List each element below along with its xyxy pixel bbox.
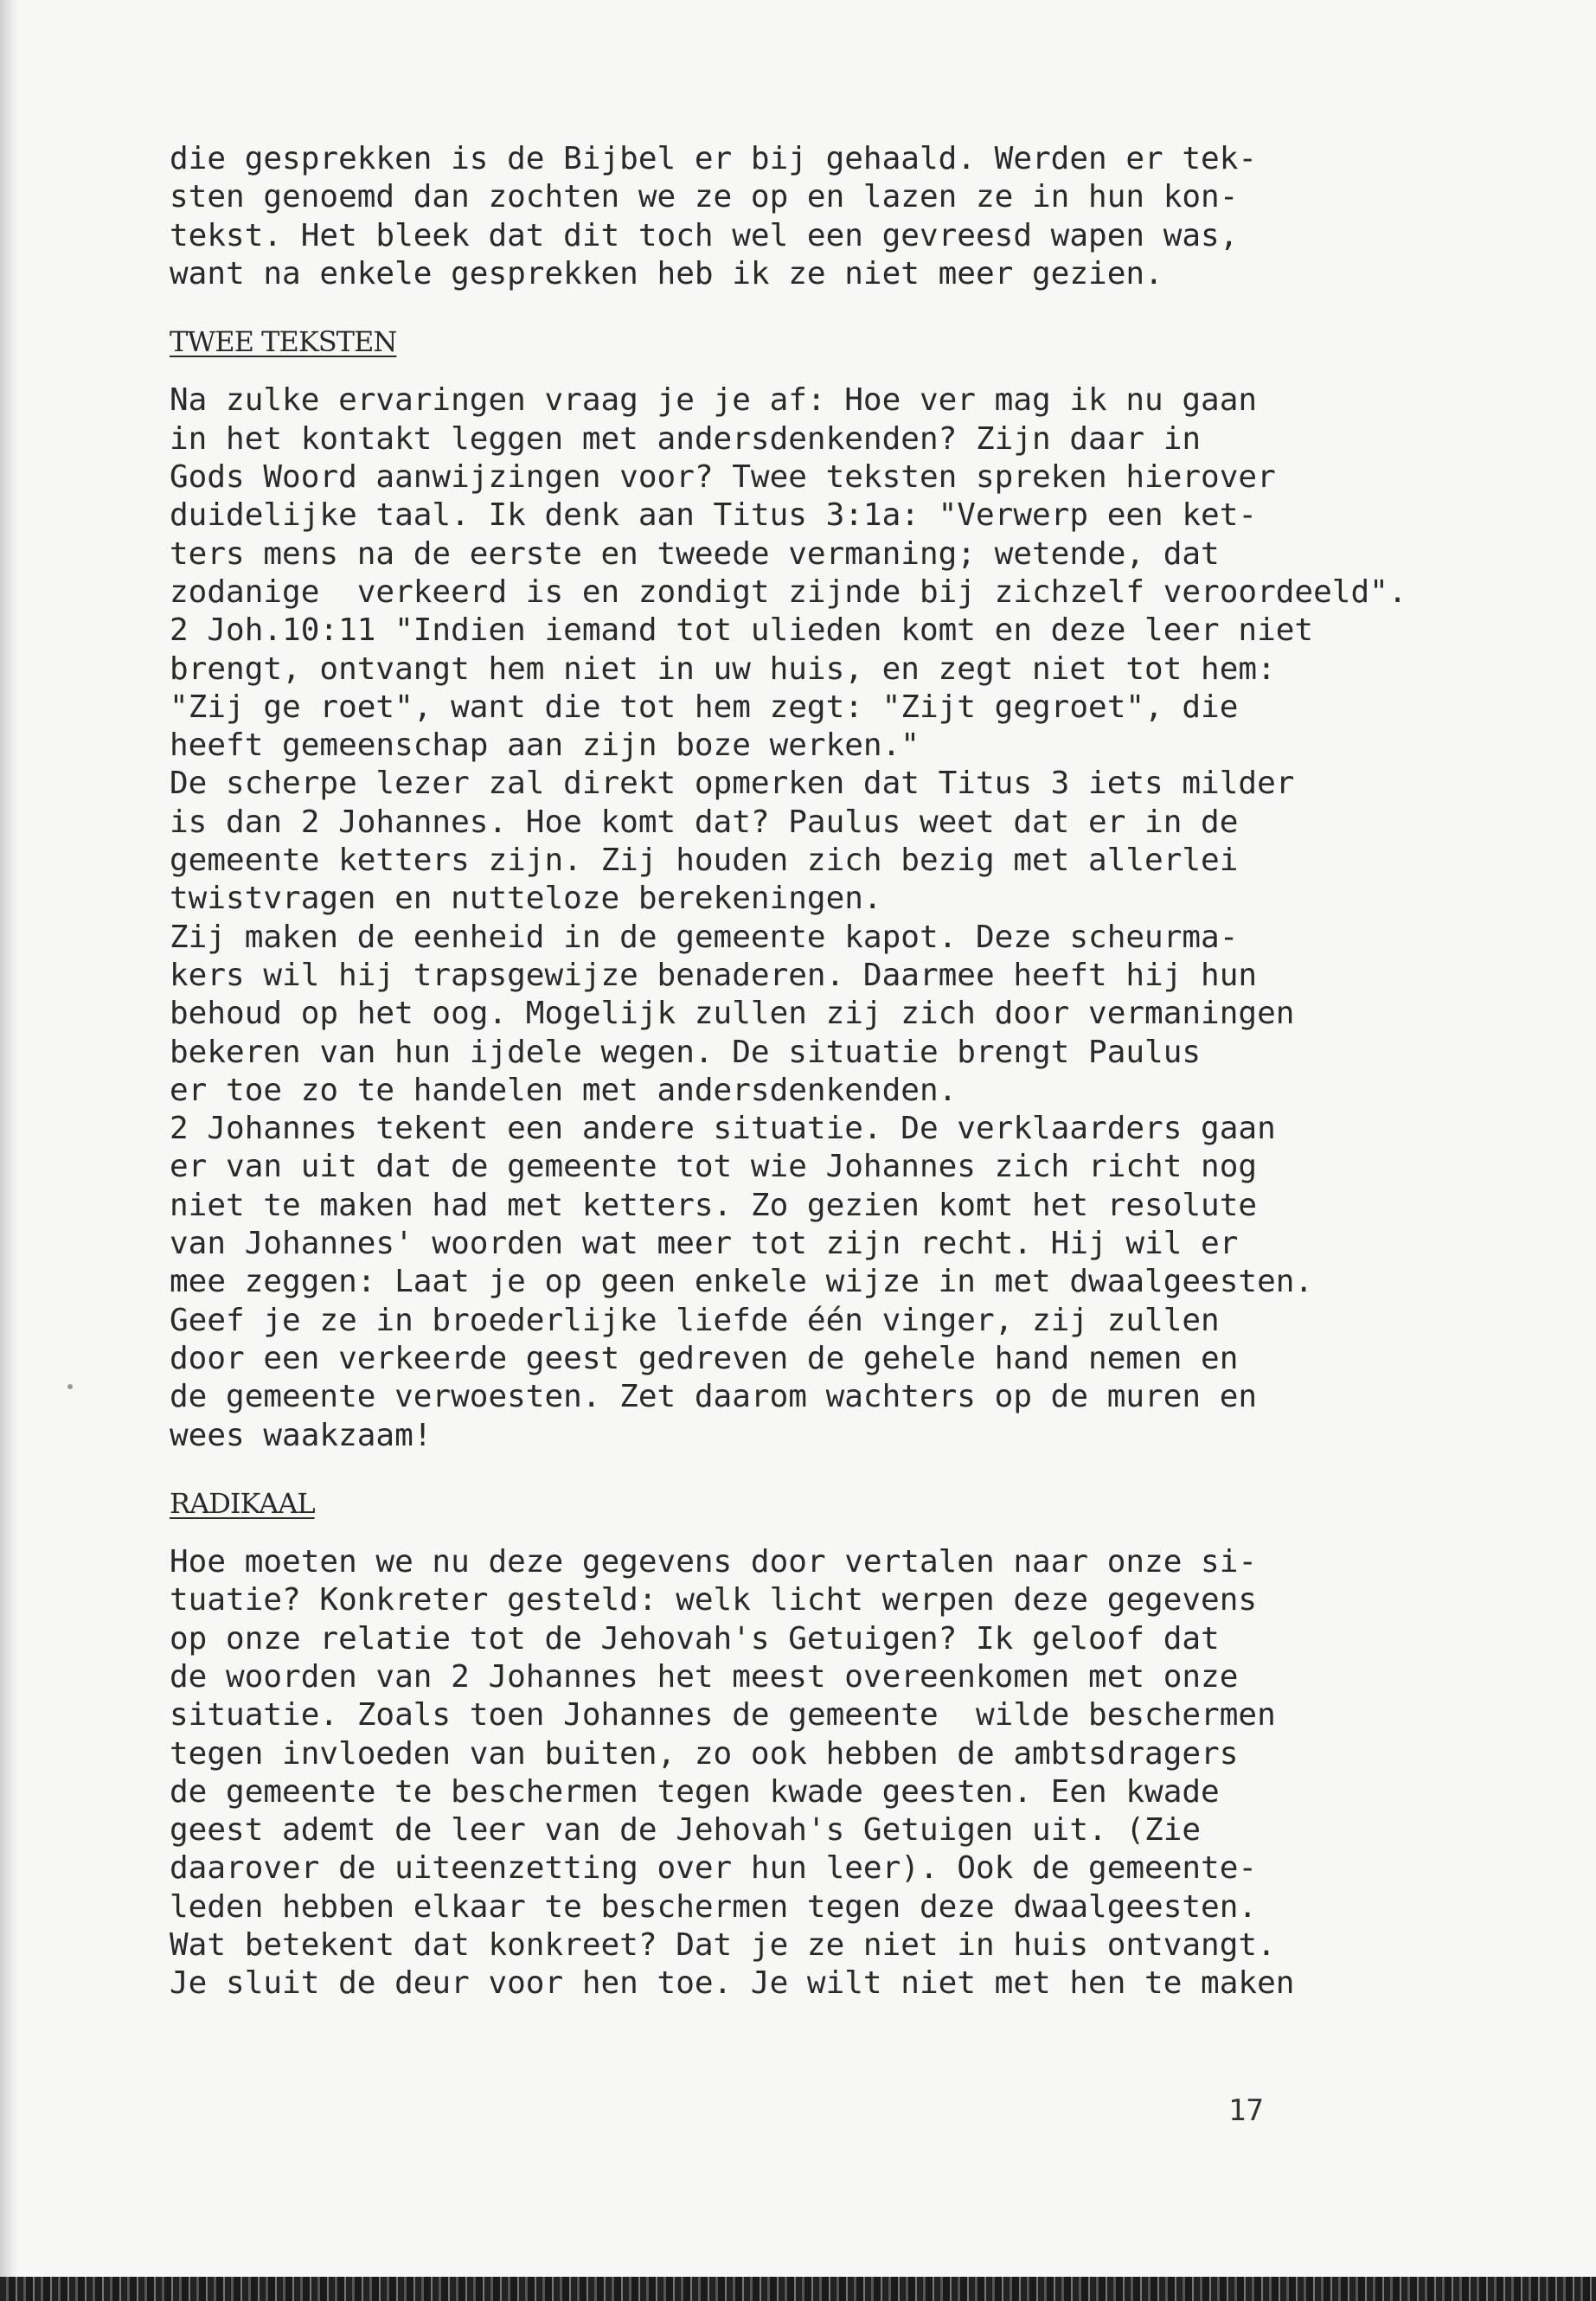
page-number: 17 <box>1228 2093 1264 2128</box>
text-line: er toe zo te handelen met andersdenkenden. <box>170 1072 958 1108</box>
section-heading-twee-teksten <box>170 293 1441 381</box>
text-line: gemeente ketters zijn. Zij houden zich bezig met allerlei <box>170 843 1239 879</box>
text-line: twistvragen en nutteloze berekeningen. <box>170 881 882 917</box>
text-line: de gemeente verwoesten. Zet daarom wachters op de muren en <box>170 1379 1258 1415</box>
text-line: De scherpe lezer zal direkt opmerken dat Titus 3 iets milder <box>170 766 1295 802</box>
section-heading-text: RADIKAAL <box>170 1486 315 1520</box>
text-line: geest ademt de leer van de Jehovah's Getuigen uit. (Zie <box>170 1812 1202 1849</box>
document-body <box>170 140 1441 2003</box>
text-line: op onze relatie tot de Jehovah's Getuigen? Ik geloof dat <box>170 1620 1220 1657</box>
page-binding-edge <box>0 0 19 2301</box>
text-line: ters mens na de eerste en tweede vermaning; wetende, dat <box>170 535 1220 572</box>
text-line: is dan 2 Johannes. Hoe komt dat? Paulus weet dat er in de <box>170 804 1239 840</box>
text-line: zodanige verkeerd is en zondigt zijnde bij zichzelf veroordeeld". <box>170 574 1407 610</box>
text-line: er van uit dat de gemeente tot wie Johannes zich richt nog <box>170 1149 1258 1185</box>
text-line: tegen invloeden van buiten, zo ook hebben de ambtsdragers <box>170 1735 1239 1772</box>
text-line: Gods Woord aanwijzingen voor? Twee teksten spreken hierover <box>170 459 1276 496</box>
text-line: de gemeente te beschermen tegen kwade geesten. Een kwade <box>170 1773 1220 1810</box>
text-line: Geef je ze in broederlijke liefde één vinger, zij zullen <box>170 1302 1220 1338</box>
intro-paragraph <box>170 140 1441 293</box>
text-line: de woorden van 2 Johannes het meest overeenkomen met onze <box>170 1658 1239 1695</box>
text-line: Hoe moeten we nu deze gegevens door vertalen naar onze si- <box>170 1544 1258 1580</box>
text-line: mee zeggen: Laat je op geen enkele wijze in met dwaalgeesten. <box>170 1264 1314 1300</box>
text-line: niet te maken had met ketters. Zo gezien komt het resolute <box>170 1187 1258 1223</box>
text-line: behoud op het oog. Mogelijk zullen zij zich door vermaningen <box>170 996 1295 1032</box>
scan-speck <box>67 1384 73 1389</box>
text-line: kers wil hij trapsgewijze benaderen. Daarmee heeft hij hun <box>170 957 1258 993</box>
text-line: leden hebben elkaar te beschermen tegen deze dwaalgeesten. <box>170 1888 1258 1925</box>
text-line: van Johannes' woorden wat meer tot zijn recht. Hij wil er <box>170 1226 1239 1262</box>
text-line: heeft gemeenschap aan zijn boze werken." <box>170 727 920 764</box>
text-line: want na enkele gesprekken heb ik ze niet meer gezien. <box>170 255 1163 292</box>
text-line: Je sluit de deur voor hen toe. Je wilt niet met hen te maken <box>170 1965 1295 2002</box>
text-line: daarover de uiteenzetting over hun leer). Ook de gemeente- <box>170 1850 1258 1887</box>
text-line: die gesprekken is de Bijbel er bij gehaald. Werden er tek- <box>170 141 1258 176</box>
section-radikaal-body <box>170 1543 1441 2003</box>
section-heading-radikaal <box>170 1455 1441 1543</box>
scan-bottom-edge <box>0 2277 1596 2301</box>
text-line: wees waakzaam! <box>170 1417 433 1453</box>
section-twee-teksten-body <box>170 381 1441 1454</box>
text-line: situatie. Zoals toen Johannes de gemeente wilde beschermen <box>170 1697 1276 1734</box>
text-line: sten genoemd dan zochten we ze op en lazen ze in hun kon- <box>170 179 1239 215</box>
text-line: Wat betekent dat konkreet? Dat je ze niet in huis ontvangt. <box>170 1927 1276 1964</box>
text-line: in het kontakt leggen met andersdenkenden? Zijn daar in <box>170 420 1202 457</box>
section-heading-text: TWEE TEKSTEN <box>170 325 397 359</box>
text-line: bekeren van hun ijdele wegen. De situatie brengt Paulus <box>170 1034 1202 1070</box>
text-line: duidelijke taal. Ik denk aan Titus 3:1a: "Verwerp een ket- <box>170 497 1258 534</box>
text-line: "Zij ge roet", want die tot hem zegt: "Zijt gegroet", die <box>170 689 1239 725</box>
text-line: Zij maken de eenheid in de gemeente kapot. Deze scheurma- <box>170 919 1239 955</box>
text-line: 2 Johannes tekent een andere situatie. De verklaarders gaan <box>170 1111 1276 1147</box>
text-line: 2 Joh.10:11 "Indien iemand tot ulieden komt en deze leer niet <box>170 612 1314 649</box>
text-line: tuatie? Konkreter gesteld: welk licht werpen deze gegevens <box>170 1582 1258 1618</box>
text-line: Na zulke ervaringen vraag je je af: Hoe ver mag ik nu gaan <box>170 382 1258 419</box>
text-line: door een verkeerde geest gedreven de gehele hand nemen en <box>170 1340 1239 1376</box>
text-line: tekst. Het bleek dat dit toch wel een gevreesd wapen was, <box>170 217 1239 253</box>
text-line: brengt, ontvangt hem niet in uw huis, en zegt niet tot hem: <box>170 651 1276 687</box>
